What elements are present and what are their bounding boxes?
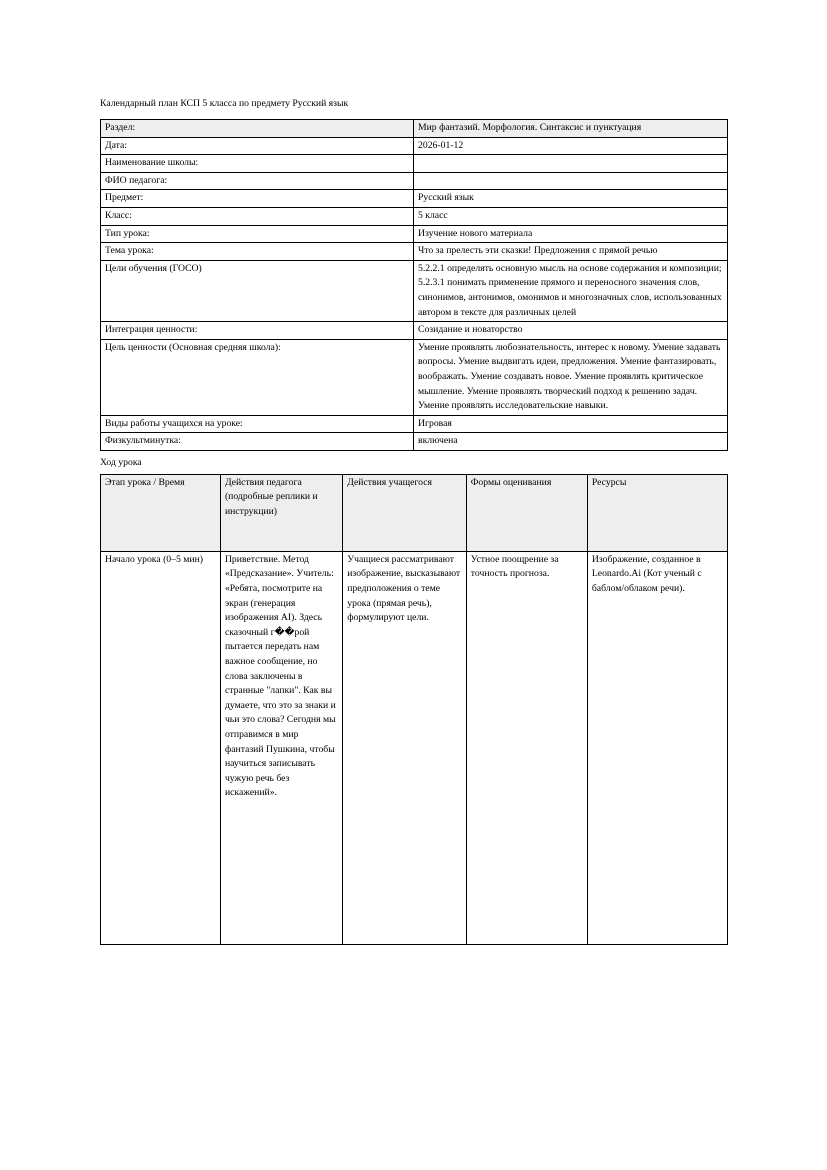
info-row-value: 2026-01-12 — [414, 137, 728, 155]
table-row — [101, 260, 728, 321]
flow-student-cell: Учащиеся рассматривают изображение, высказывают предположения о теме урока (прямая речь), формулируют цели. — [343, 551, 467, 944]
table-row — [101, 322, 728, 340]
table-row — [101, 225, 728, 243]
table-row — [101, 190, 728, 208]
flow-resources-cell: Изображение, созданное в Leonardo.Ai (Кот ученый с баблом/облаком речи). — [587, 551, 727, 944]
info-row-label: Раздел: — [101, 120, 414, 138]
flow-teacher-cell: Приветствие. Метод «Предсказание». Учитель: «Ребята, посмотрите на экран (генерация изображения AI). Здесь сказочный г��рой пытается передать нам важное сообщение, но слова заключены в странные "лапки". Как вы думаете, что это за знаки и чьи это слова? Сегодня мы отправимся в мир фантазий Пушкина, чтобы научиться записывать чужую речь без искажений». — [220, 551, 342, 944]
info-row-label: Интеграция ценности: — [101, 322, 414, 340]
flow-column-header: Формы оценивания — [466, 474, 587, 551]
table-row — [101, 433, 728, 451]
info-row-value: 5 класс — [414, 207, 728, 225]
info-row-label: Цель ценности (Основная средняя школа): — [101, 339, 414, 415]
table-row — [101, 172, 728, 190]
table-row — [101, 207, 728, 225]
info-row-value: включена — [414, 433, 728, 451]
flow-column-header: Этап урока / Время — [101, 474, 221, 551]
document-content — [100, 96, 728, 945]
info-row-label: Тема урока: — [101, 243, 414, 261]
table-row — [101, 415, 728, 433]
lesson-info-table — [100, 119, 728, 451]
info-row-value: Умение проявлять любознательность, интерес к новому. Умение задавать вопросы. Умение выдвигать идеи, предложения. Умение фантазировать, воображать. Умение создавать новое. Умение проявлять критическое мышление. Умение проявлять творческий подход к решению задач. Умение проявлять исследовательские навыки. — [414, 339, 728, 415]
flow-assessment-cell: Устное поощрение за точность прогноза. — [466, 551, 587, 944]
lesson-flow-table — [100, 474, 728, 945]
table-row — [101, 120, 728, 138]
flow-column-header: Действия учащегося — [343, 474, 467, 551]
info-row-label: Наименование школы: — [101, 155, 414, 173]
info-row-label: ФИО педагога: — [101, 172, 414, 190]
table-row — [101, 155, 728, 173]
info-row-label: Цели обучения (ГОСО) — [101, 260, 414, 321]
info-row-value: Русский язык — [414, 190, 728, 208]
info-row-value: Созидание и новаторство — [414, 322, 728, 340]
info-row-value: Игровая — [414, 415, 728, 433]
info-row-value: Что за прелесть эти сказки! Предложения с прямой речью — [414, 243, 728, 261]
flow-column-header: Ресурсы — [587, 474, 727, 551]
page-title: Календарный план КСП 5 класса по предмету Русский язык — [100, 98, 349, 109]
info-row-label: Класс: — [101, 207, 414, 225]
info-row-value: 5.2.2.1 определять основную мысль на основе содержания и композиции; 5.2.3.1 понимать применение прямого и переносного значения слов, синонимов, антонимов, омонимов и многозначных слов, использованных автором в тексте для различных целей — [414, 260, 728, 321]
info-row-value: Мир фантазий. Морфология. Синтаксис и пунктуация — [414, 120, 728, 138]
table-row — [101, 243, 728, 261]
info-row-value — [414, 155, 728, 173]
table-row — [101, 137, 728, 155]
table-header-row — [101, 474, 728, 551]
flow-stage-cell: Начало урока (0–5 мин) — [101, 551, 221, 944]
info-row-value — [414, 172, 728, 190]
info-row-label: Тип урока: — [101, 225, 414, 243]
table-row — [101, 339, 728, 415]
table-row — [101, 551, 728, 944]
info-row-label: Дата: — [101, 137, 414, 155]
info-row-label: Физкультминутка: — [101, 433, 414, 451]
flow-column-header: Действия педагога (подробные реплики и инструкции) — [220, 474, 342, 551]
lesson-info-table-body — [101, 120, 728, 451]
info-row-label: Виды работы учащихся на уроке: — [101, 415, 414, 433]
lesson-flow-table-body — [101, 474, 728, 944]
lesson-flow-heading: Ход урока — [100, 456, 142, 468]
info-row-value: Изучение нового материала — [414, 225, 728, 243]
info-row-label: Предмет: — [101, 190, 414, 208]
